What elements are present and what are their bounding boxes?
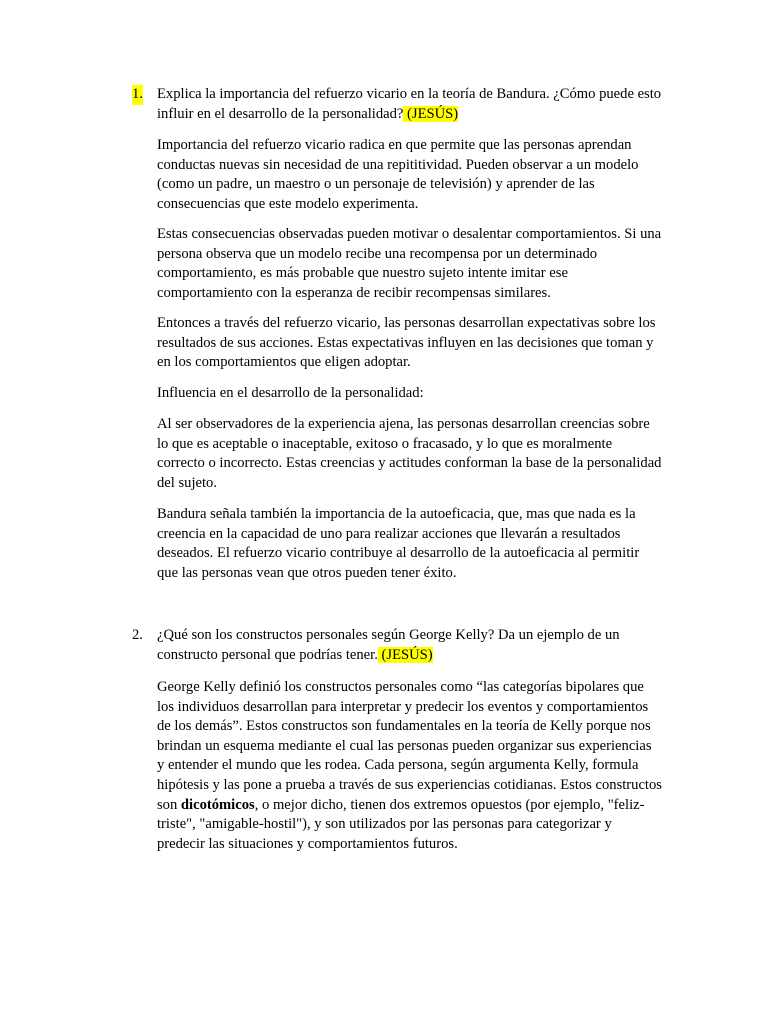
answer-2-paragraph (157, 678, 662, 854)
question-1-tag: (JESÚS) (403, 105, 459, 122)
answer-2-text-start: George Kelly definió los constructos personales como “las categorías bipolares que los individuos desarrollan para interpretar y predecir los eventos y comportamientos de los demás”. Estos constructos son fundamentales en la teoría de Kelly porque nos brindan un esquema mediante el cual las personas pueden organizar sus experiencias y entender el mundo que les rodea. Cada persona, según argumenta Kelly, formula hipótesis y las pone a prueba a través de sus experiencias cotidianas. Estos constructos son (157, 679, 662, 813)
question-2-tag: (JESÚS) (377, 646, 433, 663)
question-2-number: 2. (132, 627, 143, 643)
answer-1-paragraph-5: Bandura señala también la importancia de la autoeficacia, que, mas que nada es la creencia en la capacidad de uno para realizar acciones que llevarán a resultados deseados. El refuerzo vicario contribuye al desarrollo de la autoeficacia al permitir que las personas vean que otros pueden tener éxito. (157, 506, 640, 581)
answer-1-paragraph-2: Estas consecuencias observadas pueden motivar o desalentar comportamientos. Si una persona observa que un modelo recibe una recompensa por un determinado comportamiento, es más probable que nuestro sujeto intente imitar ese comportamiento con la esperanza de recibir recompensas similares. (157, 226, 662, 301)
answer-2-bold-term: dicotómicos (180, 796, 255, 813)
question-2-text: ¿Qué son los constructos personales según George Kelly? Da un ejemplo de un constructo personal que podrías tener. (157, 627, 620, 663)
answer-1-paragraph-4: Al ser observadores de la experiencia ajena, las personas desarrollan creencias sobre lo que es aceptable o inaceptable, exitoso o fracasado, y lo que es moralmente correcto o incorrecto. Estas creencias y actitudes conforman la base de la personalidad del sujeto. (157, 416, 662, 491)
question-1-prompt (157, 85, 662, 124)
answer-1-paragraph-1: Importancia del refuerzo vicario radica en que permite que las personas aprendan conductas nuevas sin necesidad de una repititividad. Pueden observar a un modelo (como un padre, un maestro o un personaje de televisión) y aprender de las consecuencias que este modelo experimenta. (157, 137, 639, 212)
answer-1-paragraph-3: Entonces a través del refuerzo vicario, las personas desarrollan expectativas sobre los resultados de sus acciones. Estas expectativas influyen en las decisiones que toman y en los comportamientos que eligen adoptar. (157, 315, 656, 371)
answer-2-text-end: , o mejor dicho, tienen dos extremos opuestos (por ejemplo, "feliz-triste", "amigable-hostil"), y son utilizados por las personas para categorizar y predecir las situaciones y comportamientos futuros. (157, 796, 645, 852)
question-2-prompt (157, 626, 662, 665)
question-1-text: Explica la importancia del refuerzo vicario en la teoría de Bandura. ¿Cómo puede esto influir en el desarrollo de la personalidad? (157, 86, 662, 122)
answer-1-subheading: Influencia en el desarrollo de la personalidad: (157, 385, 424, 401)
question-1-number: 1. (132, 85, 143, 105)
